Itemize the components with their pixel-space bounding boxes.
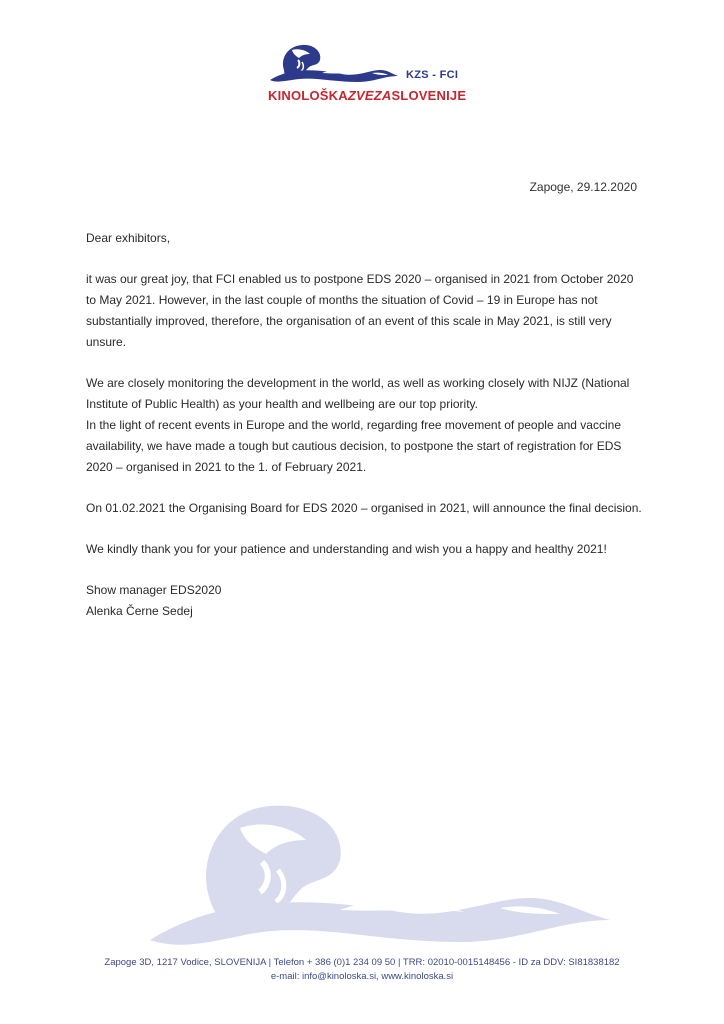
paragraph-5: We kindly thank you for your patience and understanding and wish you a happy and healthy 2021! [86,542,607,556]
dog-head-watermark-icon [140,790,620,960]
org-name-part1: KINOLOŠKA [268,88,348,103]
dog-head-logo-icon [262,40,412,88]
org-name-part3: SLOVENIJE [391,88,467,103]
paragraph-2: We are closely monitoring the development in the world, as well as working closely with NIJZ (National Institute of Public Health) as your health and wellbeing are our top priority. [86,376,630,411]
watermark [140,790,620,960]
footer-address: Zapoge 3D, 1217 Vodice, SLOVENIJA | Telefon + 386 (0)1 234 09 50 | TRR: 02010-0015148456 - ID za DDV: SI81838182 [104,957,620,968]
kzs-fci-logo [262,40,482,110]
letter-date: Zapoge, 29.12.2020 [529,180,637,194]
letter-body [86,228,642,622]
paragraph-4: On 01.02.2021 the Organising Board for EDS 2020 – organised in 2021, will announce the final decision. [86,501,642,515]
paragraph-1: it was our great joy, that FCI enabled us to postpone EDS 2020 – organised in 2021 from October 2020 to May 2021. However, in the last couple of months the situation of Covid – 19 in Europe has not substantially improved, therefore, the organisation of an event of this scale in May 2021, is still very unsure. [86,272,634,349]
org-name [268,88,466,103]
footer-contact: e-mail: info@kinoloska.si, www.kinoloska.si [270,971,454,982]
paragraph-3: In the light of recent events in Europe and the world, regarding free movement of people and vaccine availability, we have made a tough but cautious decision, to postpone the start of registration for EDS 2020 – organised in 2021 to the 1. of February 2021. [86,418,622,474]
org-code: KZS - FCI [406,69,459,81]
salutation: Dear exhibitors, [86,231,171,245]
signature-title: Show manager EDS2020 [86,583,222,597]
footer [0,956,724,984]
org-name-part2: ZVEZA [347,88,392,103]
signature-name: Alenka Černe Sedej [86,604,193,618]
